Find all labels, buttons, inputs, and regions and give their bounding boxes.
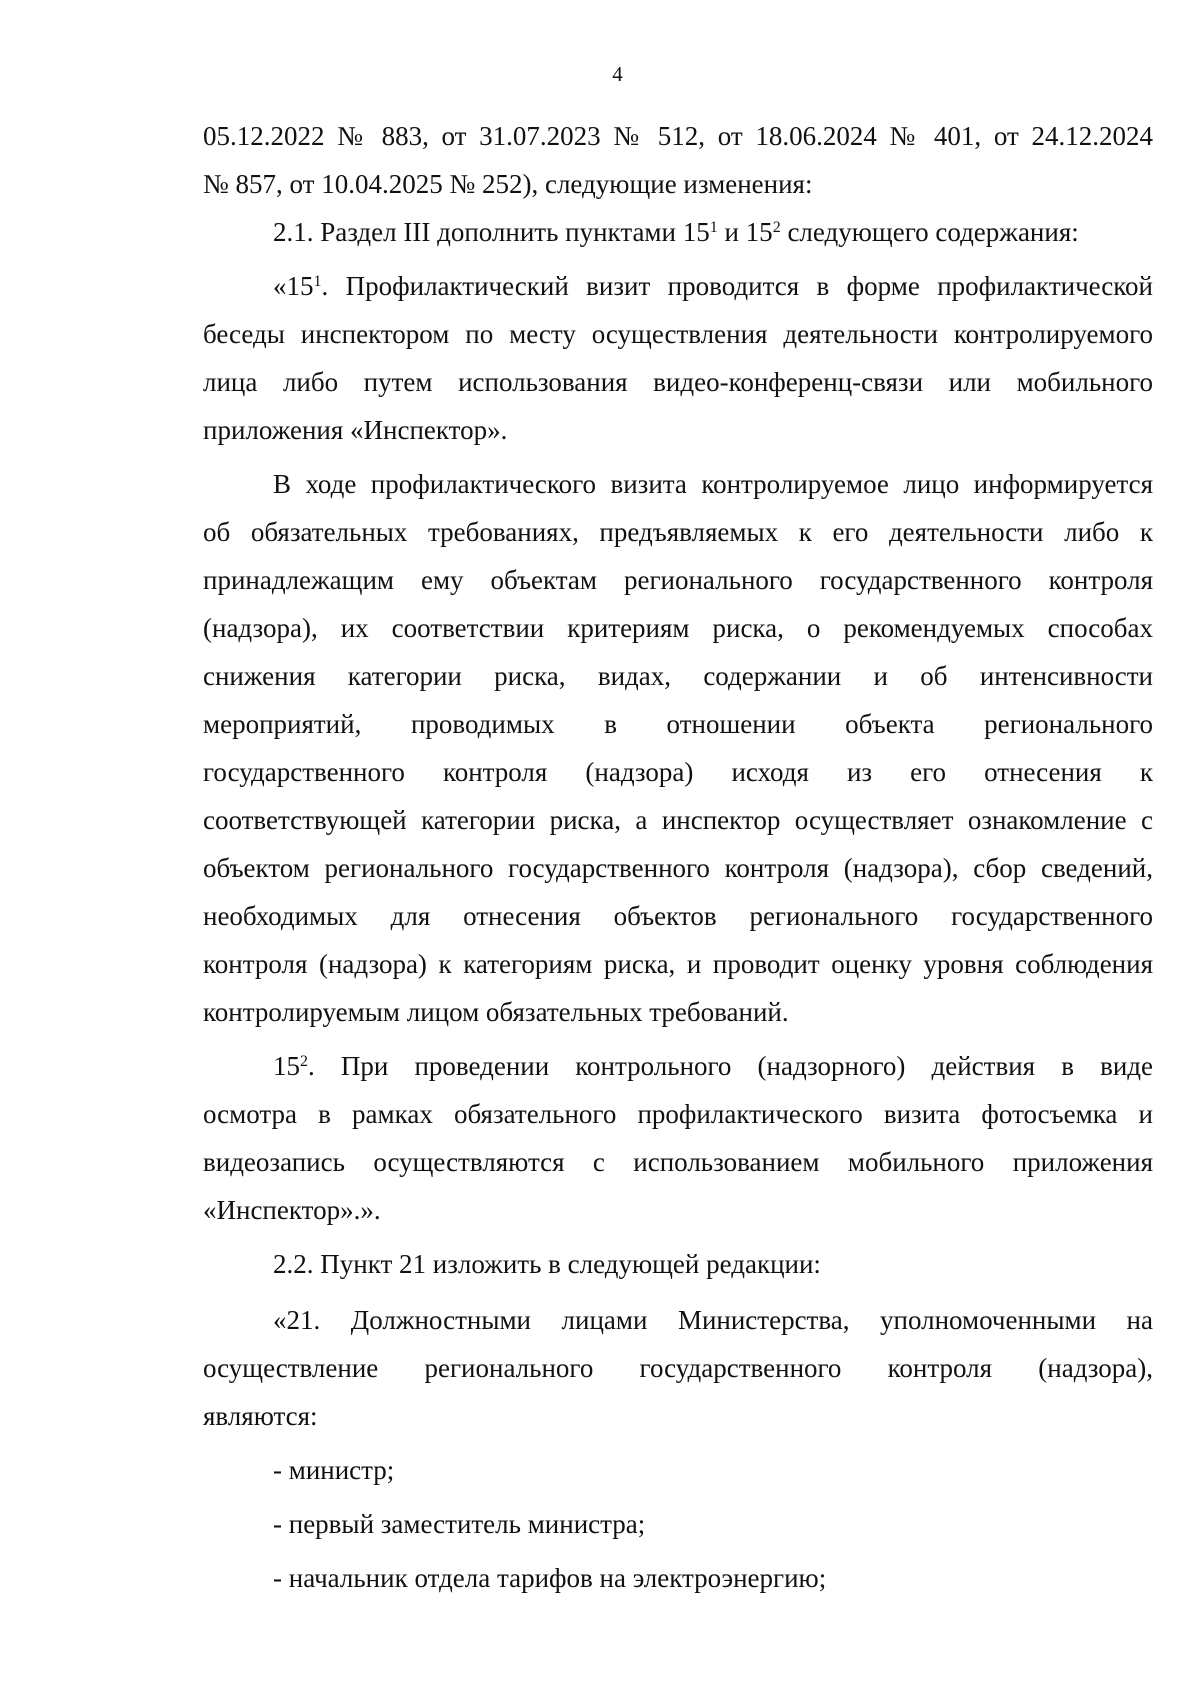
text-line	[203, 406, 1153, 454]
text-line	[203, 700, 1153, 748]
text-segment: и 15	[717, 217, 773, 247]
text-line	[203, 310, 1153, 358]
text-segment: об обязательных требованиях, предъявляемых к его деятельности либо к	[203, 517, 1153, 547]
text-segment: 05.12.2022 № 883, от 31.07.2023 № 512, от 18.06.2024 № 401, от 24.12.2024	[203, 121, 1153, 151]
text-segment: 2.1. Раздел III дополнить пунктами 15	[273, 217, 710, 247]
text-segment: контролируемым лицом обязательных требований.	[203, 997, 789, 1027]
text-segment: (надзора), их соответствии критериям риска, о рекомендуемых способах	[203, 613, 1153, 643]
text-segment: «Инспектор».».	[203, 1195, 381, 1225]
text-line	[203, 1392, 1153, 1440]
text-segment: В ходе профилактического визита контролируемое лицо информируется	[273, 469, 1153, 499]
text-segment: соответствующей категории риска, а инспектор осуществляет ознакомление с	[203, 805, 1153, 835]
text-line	[203, 1446, 1153, 1494]
text-segment: № 857, от 10.04.2025 № 252), следующие изменения:	[203, 169, 813, 199]
text-line	[203, 652, 1153, 700]
paragraph	[203, 460, 1153, 1036]
superscript: 1	[313, 273, 322, 290]
text-segment: контроля (надзора) к категориям риска, и проводит оценку уровня соблюдения	[203, 949, 1153, 979]
text-segment: снижения категории риска, видах, содержании и об интенсивности	[203, 661, 1153, 691]
paragraph	[203, 112, 1153, 208]
text-segment: . Профилактический визит проводится в форме профилактической	[321, 271, 1153, 301]
text-line	[203, 1554, 1153, 1602]
text-line	[203, 262, 1153, 310]
text-segment: - начальник отдела тарифов на электроэнергию;	[273, 1563, 827, 1593]
paragraph	[203, 262, 1153, 454]
text-line	[203, 1138, 1153, 1186]
text-line	[203, 508, 1153, 556]
text-segment: являются:	[203, 1401, 318, 1431]
text-segment: следующего содержания:	[780, 217, 1079, 247]
text-segment: - министр;	[273, 1455, 395, 1485]
text-segment: беседы инспектором по месту осуществления деятельности контролируемого	[203, 319, 1153, 349]
text-segment: мероприятий, проводимых в отношении объекта регионального	[203, 709, 1153, 739]
paragraph	[203, 1240, 1153, 1288]
paragraph	[203, 208, 1153, 256]
text-segment: государственного контроля (надзора) исходя из его отнесения к	[203, 757, 1153, 787]
text-segment: «15	[273, 271, 314, 301]
superscript: 1	[709, 219, 718, 236]
text-segment: 15	[273, 1051, 300, 1081]
text-segment: лица либо путем использования видео-конференц-связи или мобильного	[203, 367, 1153, 397]
text-line	[203, 460, 1153, 508]
text-segment: 2.2. Пункт 21 изложить в следующей редакции:	[273, 1249, 821, 1279]
paragraph	[203, 1042, 1153, 1234]
text-line	[203, 1090, 1153, 1138]
text-segment: объектом регионального государственного контроля (надзора), сбор сведений,	[203, 853, 1153, 883]
text-segment: принадлежащим ему объектам регионального государственного контроля	[203, 565, 1153, 595]
text-segment: . При проведении контрольного (надзорного) действия в виде	[308, 1051, 1153, 1081]
text-line	[203, 112, 1153, 160]
text-line	[203, 604, 1153, 652]
text-line	[203, 844, 1153, 892]
paragraph	[203, 1446, 1153, 1494]
text-line	[203, 1240, 1153, 1288]
document-body	[203, 112, 1153, 1602]
text-line	[203, 1500, 1153, 1548]
text-segment: необходимых для отнесения объектов регионального государственного	[203, 901, 1153, 931]
text-segment: осмотра в рамках обязательного профилактического визита фотосъемка и	[203, 1099, 1153, 1129]
paragraph	[203, 1296, 1153, 1440]
text-line	[203, 940, 1153, 988]
text-line	[203, 1344, 1153, 1392]
text-line	[203, 988, 1153, 1036]
page-number: 4	[612, 62, 623, 86]
text-line	[203, 160, 1153, 208]
paragraph	[203, 1554, 1153, 1602]
text-line	[203, 208, 1153, 256]
text-segment: приложения «Инспектор».	[203, 415, 508, 445]
text-line	[203, 358, 1153, 406]
superscript: 2	[772, 219, 781, 236]
text-line	[203, 748, 1153, 796]
text-segment: видеозапись осуществляются с использованием мобильного приложения	[203, 1147, 1153, 1177]
text-segment: осуществление регионального государственного контроля (надзора),	[203, 1353, 1153, 1383]
paragraph	[203, 1500, 1153, 1548]
text-line	[203, 556, 1153, 604]
text-segment: «21. Должностными лицами Министерства, уполномоченными на	[273, 1305, 1153, 1335]
text-line	[203, 892, 1153, 940]
text-line	[203, 796, 1153, 844]
text-line	[203, 1296, 1153, 1344]
text-line	[203, 1186, 1153, 1234]
superscript: 2	[300, 1053, 308, 1070]
text-line	[203, 1042, 1153, 1090]
text-segment: - первый заместитель министра;	[273, 1509, 646, 1539]
